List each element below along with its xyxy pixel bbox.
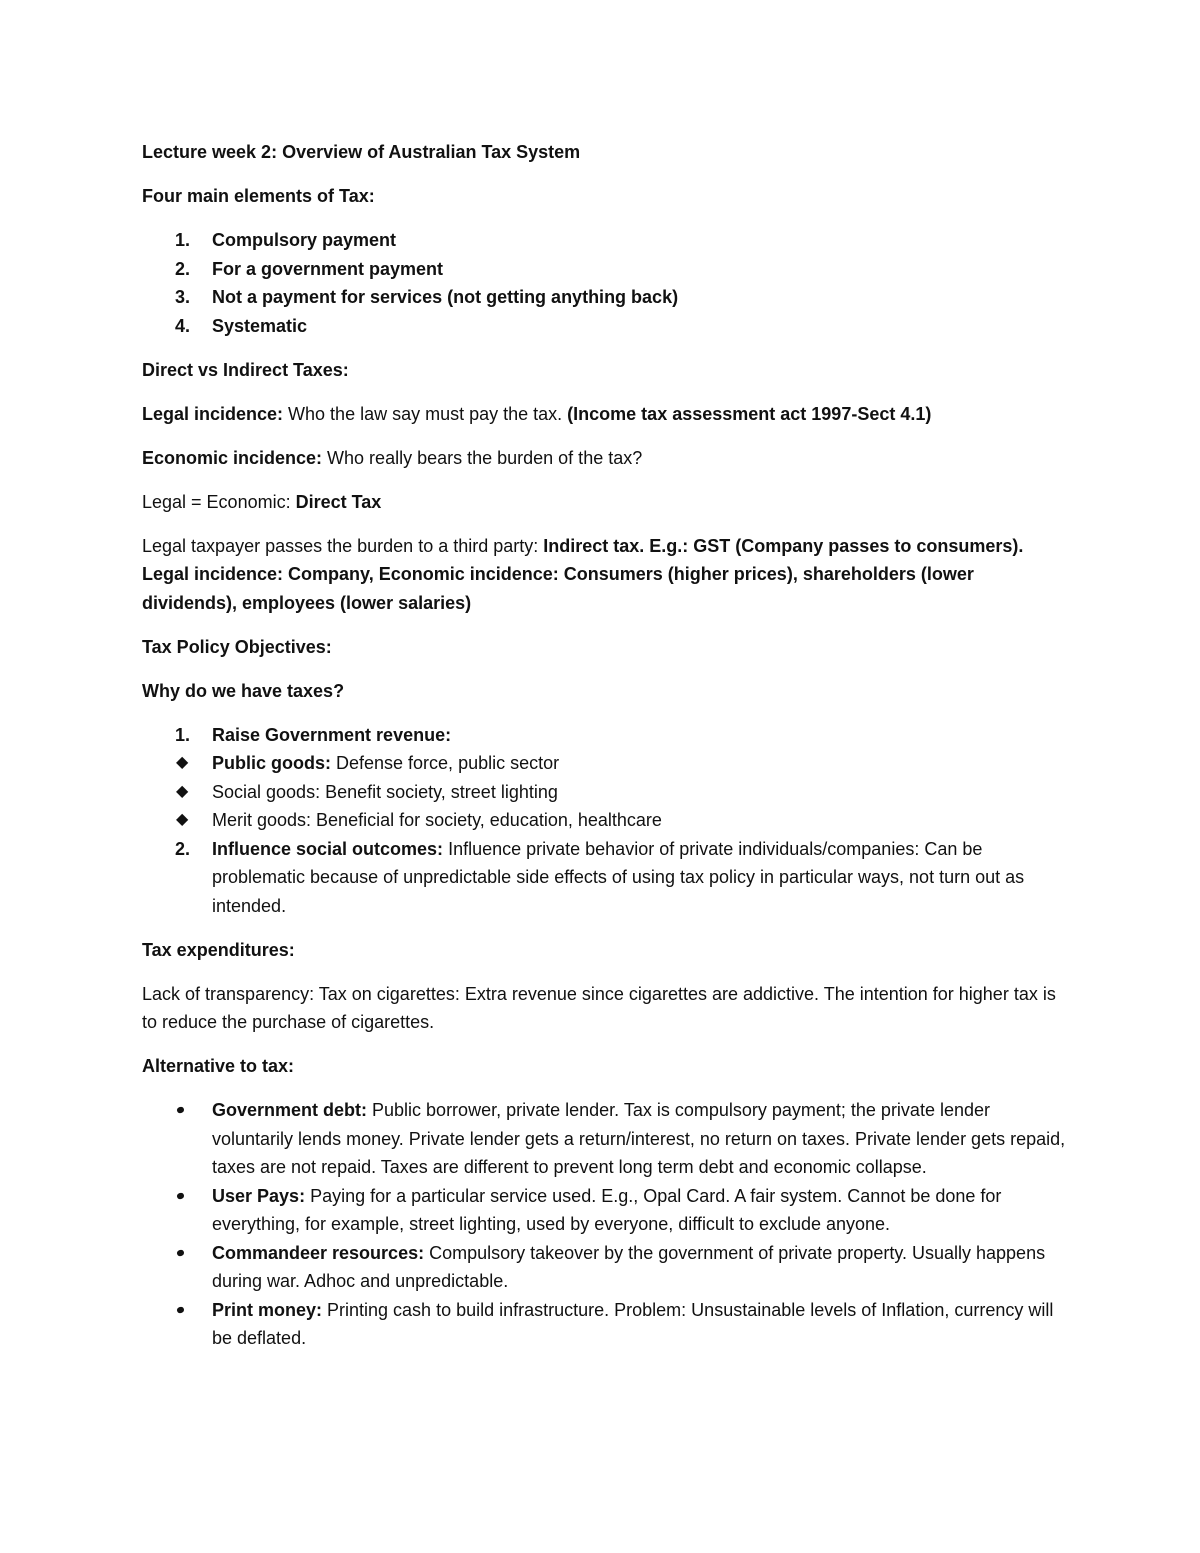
- list-item: ◆ Merit goods: Beneficial for society, education, healthcare: [142, 806, 1067, 835]
- list-item: 1. Compulsory payment: [175, 230, 397, 250]
- economic-incidence-paragraph: Economic incidence: Who really bears the burden of the tax?: [142, 447, 643, 468]
- list-item: ◆ Public goods: Defense force, public sector: [142, 749, 1067, 778]
- alternatives-list: [142, 1096, 1067, 1353]
- alternatives-heading: Alternative to tax:: [142, 1056, 295, 1076]
- elements-list: [142, 226, 1067, 340]
- expenditures-paragraph: Lack of transparency: Tax on cigarettes: Extra revenue since cigarettes are addictive. The intention for higher tax is to reduce the purchase of cigarettes.: [142, 983, 1056, 1032]
- objectives-heading: Tax Policy Objectives:: [142, 636, 332, 657]
- objectives-list: [142, 721, 1067, 921]
- objectives-question: Why do we have taxes?: [142, 680, 345, 701]
- list-item: Print money: Printing cash to build infrastructure. Problem: Unsustainable levels of Inflation, currency will be deflated.: [142, 1296, 1067, 1353]
- list-item: 2. For a government payment: [175, 258, 444, 279]
- diamond-bullet-icon: ◆: [176, 811, 189, 828]
- direct-tax-paragraph: Legal = Economic: Direct Tax: [142, 491, 382, 512]
- diamond-bullet-icon: ◆: [176, 782, 189, 800]
- list-item: User Pays: Paying for a particular service used. E.g., Opal Card. A fair system. Cannot be done for everything, for example, street lighting, used by everyone, difficult to exclude anyone.: [142, 1182, 1067, 1239]
- list-item: 1. Raise Government revenue:: [175, 724, 452, 745]
- list-item: 3. Not a payment for services (not getting anything back): [175, 287, 679, 307]
- list-item: Government debt: Public borrower, private lender. Tax is compulsory payment; the private lender voluntarily lends money. Private lender gets a return/interest, no return on taxes. Private lender gets repaid, taxes are not repaid. Taxes are different to prevent long term debt and economic collapse.: [142, 1096, 1067, 1182]
- list-item: 4. Systematic: [175, 315, 308, 336]
- elements-heading: Four main elements of Tax:: [142, 186, 375, 206]
- lecture-title: Lecture week 2: Overview of Australian Tax System: [142, 142, 581, 162]
- list-item: Commandeer resources: Compulsory takeover by the government of private property. Usually happens during war. Adhoc and unpredictable.: [142, 1239, 1067, 1296]
- expenditures-heading: Tax expenditures:: [142, 939, 295, 960]
- list-item: ◆ Social goods: Benefit society, street lighting: [142, 778, 1067, 807]
- document-page: [142, 138, 1067, 1353]
- indirect-tax-paragraph: Legal taxpayer passes the burden to a third party: Indirect tax. E.g.: GST (Company passes to consumers). Legal incidence: Company, Economic incidence: Consumers (higher prices), shareholders (lower dividends), employees (lower salaries): [142, 535, 1024, 613]
- diamond-bullet-icon: ◆: [176, 754, 189, 771]
- list-item: 2. Influence social outcomes: Influence private behavior of private individuals/companies: Can be problematic because of unpredictable side effects of using tax policy in particular ways, not turn out as intended.: [175, 838, 1025, 916]
- direct-indirect-heading: Direct vs Indirect Taxes:: [142, 359, 349, 380]
- legal-incidence-paragraph: Legal incidence: Who the law say must pay the tax. (Income tax assessment act 1997-Sect 4.1): [142, 403, 932, 424]
